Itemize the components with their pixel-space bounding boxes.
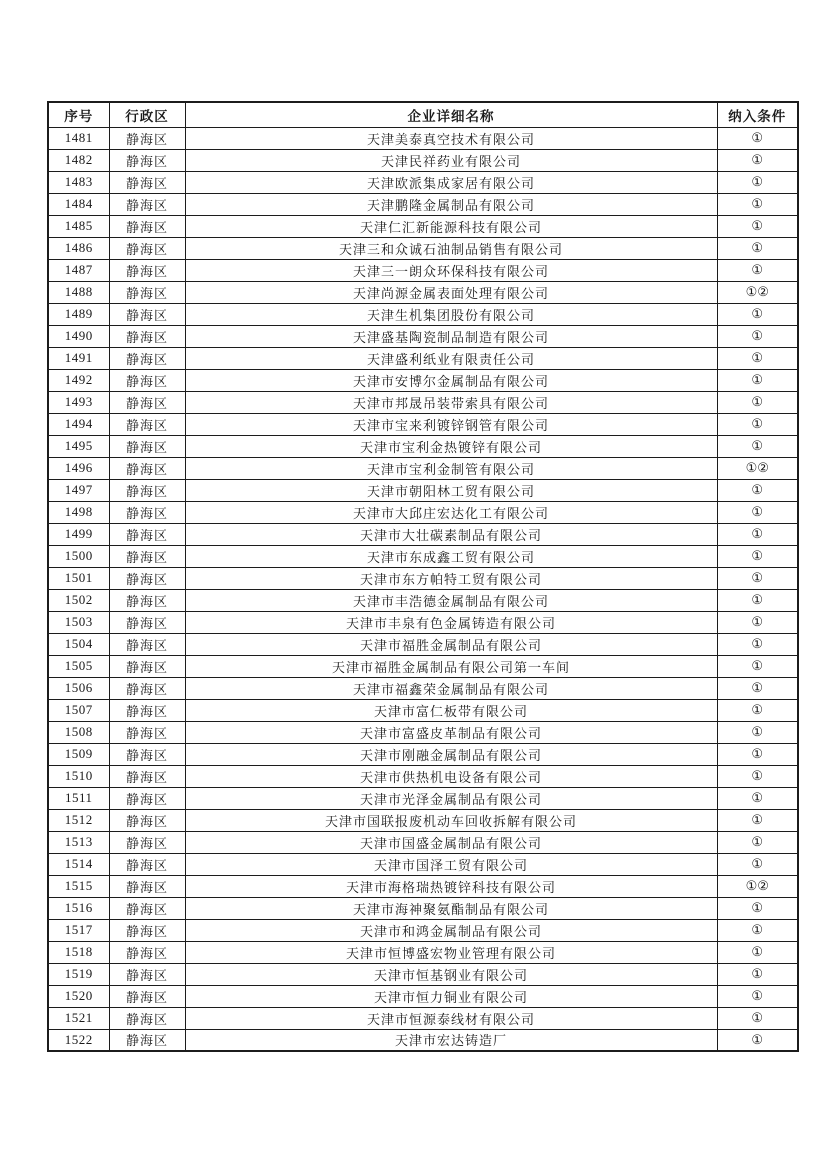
cell-district: 静海区 — [109, 721, 185, 743]
cell-serial-number: 1506 — [48, 677, 109, 699]
cell-company-name: 天津市恒基钢业有限公司 — [185, 963, 717, 985]
cell-district: 静海区 — [109, 457, 185, 479]
cell-district: 静海区 — [109, 919, 185, 941]
cell-condition: ① — [717, 963, 798, 985]
table-row — [48, 171, 798, 193]
cell-district: 静海区 — [109, 281, 185, 303]
cell-serial-number: 1502 — [48, 589, 109, 611]
cell-condition: ①② — [717, 875, 798, 897]
cell-serial-number: 1510 — [48, 765, 109, 787]
table-row — [48, 1029, 798, 1051]
cell-condition: ① — [717, 259, 798, 281]
cell-company-name: 天津三和众诚石油制品销售有限公司 — [185, 237, 717, 259]
cell-company-name: 天津仁汇新能源科技有限公司 — [185, 215, 717, 237]
cell-serial-number: 1489 — [48, 303, 109, 325]
cell-serial-number: 1522 — [48, 1029, 109, 1051]
cell-condition: ① — [717, 1007, 798, 1029]
table-row — [48, 259, 798, 281]
cell-district: 静海区 — [109, 215, 185, 237]
cell-district: 静海区 — [109, 171, 185, 193]
cell-district: 静海区 — [109, 699, 185, 721]
cell-condition: ① — [717, 127, 798, 149]
cell-company-name: 天津市恒力铜业有限公司 — [185, 985, 717, 1007]
cell-serial-number: 1518 — [48, 941, 109, 963]
cell-district: 静海区 — [109, 963, 185, 985]
cell-company-name: 天津民祥药业有限公司 — [185, 149, 717, 171]
cell-condition: ① — [717, 699, 798, 721]
cell-condition: ① — [717, 171, 798, 193]
table-row — [48, 435, 798, 457]
table-row — [48, 149, 798, 171]
cell-district: 静海区 — [109, 149, 185, 171]
cell-company-name: 天津市邦晟吊装带索具有限公司 — [185, 391, 717, 413]
cell-serial-number: 1520 — [48, 985, 109, 1007]
table-row — [48, 655, 798, 677]
cell-company-name: 天津鹏隆金属制品有限公司 — [185, 193, 717, 215]
cell-condition: ① — [717, 501, 798, 523]
cell-condition: ① — [717, 985, 798, 1007]
cell-condition: ① — [717, 633, 798, 655]
cell-serial-number: 1491 — [48, 347, 109, 369]
cell-serial-number: 1485 — [48, 215, 109, 237]
cell-company-name: 天津市东成鑫工贸有限公司 — [185, 545, 717, 567]
table-row — [48, 215, 798, 237]
cell-condition: ① — [717, 765, 798, 787]
table-row — [48, 809, 798, 831]
cell-condition: ① — [717, 325, 798, 347]
cell-district: 静海区 — [109, 127, 185, 149]
cell-district: 静海区 — [109, 479, 185, 501]
cell-company-name: 天津市国联报废机动车回收拆解有限公司 — [185, 809, 717, 831]
cell-serial-number: 1482 — [48, 149, 109, 171]
cell-serial-number: 1487 — [48, 259, 109, 281]
header-district: 行政区 — [109, 102, 185, 127]
table-row — [48, 127, 798, 149]
cell-condition: ① — [717, 1029, 798, 1051]
table-header-row — [48, 102, 798, 127]
cell-serial-number: 1515 — [48, 875, 109, 897]
cell-district: 静海区 — [109, 875, 185, 897]
cell-district: 静海区 — [109, 501, 185, 523]
cell-condition: ① — [717, 809, 798, 831]
cell-condition: ① — [717, 347, 798, 369]
cell-company-name: 天津市丰泉有色金属铸造有限公司 — [185, 611, 717, 633]
table-row — [48, 1007, 798, 1029]
cell-serial-number: 1500 — [48, 545, 109, 567]
cell-district: 静海区 — [109, 435, 185, 457]
cell-condition: ① — [717, 215, 798, 237]
cell-company-name: 天津欧派集成家居有限公司 — [185, 171, 717, 193]
table-row — [48, 633, 798, 655]
cell-district: 静海区 — [109, 589, 185, 611]
cell-company-name: 天津市国盛金属制品有限公司 — [185, 831, 717, 853]
table-row — [48, 193, 798, 215]
cell-condition: ①② — [717, 457, 798, 479]
cell-condition: ① — [717, 303, 798, 325]
table-row — [48, 391, 798, 413]
cell-serial-number: 1519 — [48, 963, 109, 985]
cell-serial-number: 1497 — [48, 479, 109, 501]
cell-condition: ① — [717, 853, 798, 875]
cell-company-name: 天津市大邱庄宏达化工有限公司 — [185, 501, 717, 523]
table-row — [48, 721, 798, 743]
cell-condition: ① — [717, 611, 798, 633]
table-row — [48, 897, 798, 919]
cell-district: 静海区 — [109, 237, 185, 259]
cell-serial-number: 1492 — [48, 369, 109, 391]
cell-company-name: 天津市安博尔金属制品有限公司 — [185, 369, 717, 391]
cell-district: 静海区 — [109, 633, 185, 655]
cell-serial-number: 1517 — [48, 919, 109, 941]
table-row — [48, 919, 798, 941]
cell-condition: ① — [717, 413, 798, 435]
table-body — [48, 127, 798, 1051]
table-row — [48, 501, 798, 523]
cell-condition: ① — [717, 391, 798, 413]
header-company-name: 企业详细名称 — [185, 102, 717, 127]
cell-company-name: 天津市海格瑞热镀锌科技有限公司 — [185, 875, 717, 897]
cell-condition: ① — [717, 567, 798, 589]
cell-condition: ① — [717, 589, 798, 611]
enterprise-table — [47, 101, 799, 1052]
cell-serial-number: 1499 — [48, 523, 109, 545]
cell-company-name: 天津市和鸿金属制品有限公司 — [185, 919, 717, 941]
cell-district: 静海区 — [109, 853, 185, 875]
cell-company-name: 天津市福胜金属制品有限公司第一车间 — [185, 655, 717, 677]
cell-company-name: 天津盛基陶瓷制品制造有限公司 — [185, 325, 717, 347]
cell-serial-number: 1508 — [48, 721, 109, 743]
cell-company-name: 天津市福鑫荣金属制品有限公司 — [185, 677, 717, 699]
cell-serial-number: 1493 — [48, 391, 109, 413]
cell-serial-number: 1505 — [48, 655, 109, 677]
cell-district: 静海区 — [109, 831, 185, 853]
cell-company-name: 天津市宏达铸造厂 — [185, 1029, 717, 1051]
cell-condition: ① — [717, 237, 798, 259]
cell-condition: ① — [717, 523, 798, 545]
cell-district: 静海区 — [109, 193, 185, 215]
cell-serial-number: 1498 — [48, 501, 109, 523]
cell-district: 静海区 — [109, 1007, 185, 1029]
cell-condition: ① — [717, 721, 798, 743]
cell-company-name: 天津尚源金属表面处理有限公司 — [185, 281, 717, 303]
cell-district: 静海区 — [109, 347, 185, 369]
cell-company-name: 天津市光泽金属制品有限公司 — [185, 787, 717, 809]
table-row — [48, 523, 798, 545]
cell-company-name: 天津市东方帕特工贸有限公司 — [185, 567, 717, 589]
cell-condition: ① — [717, 149, 798, 171]
table-row — [48, 963, 798, 985]
cell-serial-number: 1509 — [48, 743, 109, 765]
cell-condition: ① — [717, 435, 798, 457]
cell-serial-number: 1507 — [48, 699, 109, 721]
table-row — [48, 831, 798, 853]
cell-company-name: 天津美泰真空技术有限公司 — [185, 127, 717, 149]
cell-serial-number: 1486 — [48, 237, 109, 259]
cell-district: 静海区 — [109, 325, 185, 347]
cell-district: 静海区 — [109, 391, 185, 413]
cell-district: 静海区 — [109, 303, 185, 325]
cell-company-name: 天津盛利纸业有限责任公司 — [185, 347, 717, 369]
table-row — [48, 765, 798, 787]
cell-condition: ① — [717, 193, 798, 215]
table-row — [48, 853, 798, 875]
cell-serial-number: 1501 — [48, 567, 109, 589]
cell-district: 静海区 — [109, 655, 185, 677]
cell-company-name: 天津市富仁板带有限公司 — [185, 699, 717, 721]
cell-district: 静海区 — [109, 941, 185, 963]
cell-serial-number: 1483 — [48, 171, 109, 193]
header-condition: 纳入条件 — [717, 102, 798, 127]
cell-company-name: 天津市福胜金属制品有限公司 — [185, 633, 717, 655]
table-row — [48, 875, 798, 897]
table-row — [48, 347, 798, 369]
cell-district: 静海区 — [109, 545, 185, 567]
cell-district: 静海区 — [109, 369, 185, 391]
cell-district: 静海区 — [109, 809, 185, 831]
cell-condition: ① — [717, 831, 798, 853]
table-row — [48, 743, 798, 765]
table-row — [48, 325, 798, 347]
table-row — [48, 281, 798, 303]
cell-condition: ① — [717, 897, 798, 919]
cell-serial-number: 1514 — [48, 853, 109, 875]
cell-company-name: 天津市恒博盛宏物业管理有限公司 — [185, 941, 717, 963]
table-row — [48, 237, 798, 259]
cell-serial-number: 1481 — [48, 127, 109, 149]
cell-company-name: 天津生机集团股份有限公司 — [185, 303, 717, 325]
cell-serial-number: 1496 — [48, 457, 109, 479]
cell-condition: ① — [717, 369, 798, 391]
cell-district: 静海区 — [109, 897, 185, 919]
cell-serial-number: 1495 — [48, 435, 109, 457]
cell-company-name: 天津市大壮碳素制品有限公司 — [185, 523, 717, 545]
cell-serial-number: 1490 — [48, 325, 109, 347]
cell-condition: ①② — [717, 281, 798, 303]
cell-district: 静海区 — [109, 413, 185, 435]
table-row — [48, 941, 798, 963]
table-row — [48, 985, 798, 1007]
cell-district: 静海区 — [109, 677, 185, 699]
cell-district: 静海区 — [109, 611, 185, 633]
cell-company-name: 天津市宝利金热镀锌有限公司 — [185, 435, 717, 457]
cell-district: 静海区 — [109, 985, 185, 1007]
cell-serial-number: 1513 — [48, 831, 109, 853]
cell-company-name: 天津市丰浩德金属制品有限公司 — [185, 589, 717, 611]
cell-district: 静海区 — [109, 259, 185, 281]
cell-company-name: 天津市国泽工贸有限公司 — [185, 853, 717, 875]
cell-serial-number: 1503 — [48, 611, 109, 633]
table-row — [48, 787, 798, 809]
cell-serial-number: 1488 — [48, 281, 109, 303]
cell-company-name: 天津市宝利金制管有限公司 — [185, 457, 717, 479]
cell-serial-number: 1504 — [48, 633, 109, 655]
cell-condition: ① — [717, 479, 798, 501]
cell-district: 静海区 — [109, 743, 185, 765]
cell-serial-number: 1494 — [48, 413, 109, 435]
cell-company-name: 天津市恒源泰线材有限公司 — [185, 1007, 717, 1029]
table-row — [48, 611, 798, 633]
table-row — [48, 457, 798, 479]
cell-company-name: 天津市朝阳林工贸有限公司 — [185, 479, 717, 501]
cell-district: 静海区 — [109, 523, 185, 545]
header-serial-number: 序号 — [48, 102, 109, 127]
cell-condition: ① — [717, 655, 798, 677]
cell-district: 静海区 — [109, 765, 185, 787]
cell-condition: ① — [717, 677, 798, 699]
table-row — [48, 369, 798, 391]
cell-condition: ① — [717, 743, 798, 765]
table-row — [48, 303, 798, 325]
cell-company-name: 天津市海神聚氨酯制品有限公司 — [185, 897, 717, 919]
cell-district: 静海区 — [109, 1029, 185, 1051]
table-row — [48, 413, 798, 435]
table-row — [48, 589, 798, 611]
cell-serial-number: 1511 — [48, 787, 109, 809]
table-row — [48, 479, 798, 501]
cell-company-name: 天津市刚融金属制品有限公司 — [185, 743, 717, 765]
cell-company-name: 天津三一朗众环保科技有限公司 — [185, 259, 717, 281]
cell-condition: ① — [717, 545, 798, 567]
table-row — [48, 699, 798, 721]
cell-condition: ① — [717, 919, 798, 941]
cell-district: 静海区 — [109, 567, 185, 589]
cell-serial-number: 1516 — [48, 897, 109, 919]
cell-company-name: 天津市富盛皮革制品有限公司 — [185, 721, 717, 743]
cell-condition: ① — [717, 787, 798, 809]
cell-company-name: 天津市供热机电设备有限公司 — [185, 765, 717, 787]
cell-serial-number: 1484 — [48, 193, 109, 215]
table-row — [48, 567, 798, 589]
cell-serial-number: 1512 — [48, 809, 109, 831]
cell-serial-number: 1521 — [48, 1007, 109, 1029]
cell-company-name: 天津市宝来利镀锌钢管有限公司 — [185, 413, 717, 435]
table-row — [48, 677, 798, 699]
table-row — [48, 545, 798, 567]
cell-condition: ① — [717, 941, 798, 963]
cell-district: 静海区 — [109, 787, 185, 809]
